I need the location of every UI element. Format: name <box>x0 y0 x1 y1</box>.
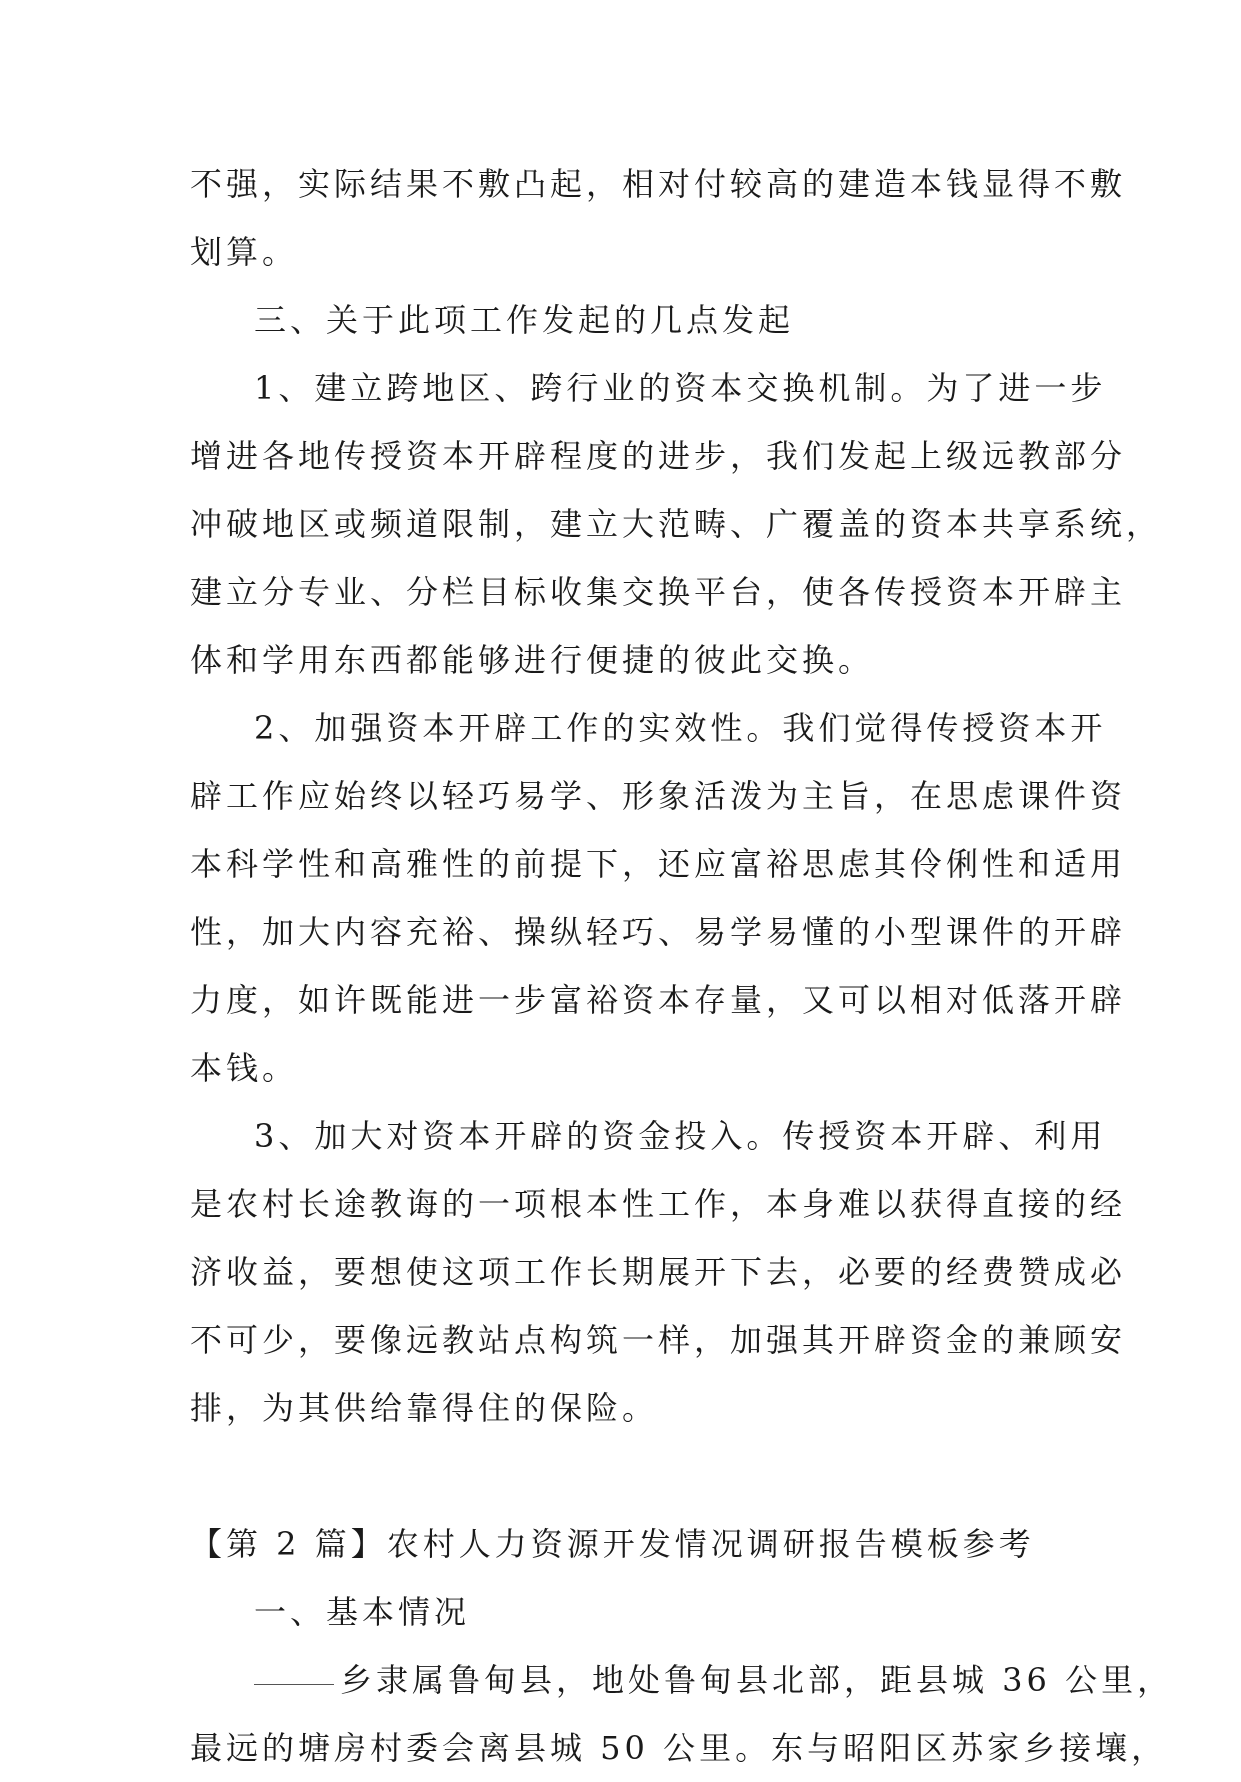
list-item-line: 辟工作应始终以轻巧易学、形象活泼为主旨，在思虑课件资 <box>190 777 1127 815</box>
list-item-line: 济收益，要想使这项工作长期展开下去，必要的经费赞成必 <box>190 1253 1127 1291</box>
list-item-line: 不可少，要像远教站点构筑一样，加强其开辟资金的兼顾安 <box>190 1321 1127 1359</box>
paragraph-text: 乡隶属鲁甸县，地处鲁甸县北部，距县城 36 公里， <box>340 1661 1174 1699</box>
fill-in-blank <box>254 1684 334 1685</box>
list-item-line: 性，加大内容充裕、操纵轻巧、易学易懂的小型课件的开辟 <box>190 913 1127 951</box>
list-item-line: 3、加大对资本开辟的资金投入。传授资本开辟、利用 <box>254 1117 1107 1155</box>
section-heading: 一、基本情况 <box>254 1593 471 1631</box>
list-item-line: 体和学用东西都能够进行便捷的彼此交换。 <box>190 641 875 679</box>
list-item-line: 本钱。 <box>190 1049 299 1087</box>
list-item-line: 排，为其供给靠得住的保险。 <box>190 1389 659 1427</box>
list-item-line: 是农村长途教诲的一项根本性工作，本身难以获得直接的经 <box>190 1185 1127 1223</box>
list-item-line: 2、加强资本开辟工作的实效性。我们觉得传授资本开 <box>254 709 1107 747</box>
list-item-line: 增进各地传授资本开辟程度的进步，我们发起上级远教部分 <box>190 437 1127 475</box>
document-page <box>190 150 1174 1782</box>
list-item-line: 力度，如许既能进一步富裕资本存量，又可以相对低落开辟 <box>190 981 1127 1019</box>
section-spacer <box>190 1442 1050 1510</box>
paragraph-line <box>190 1646 1174 1714</box>
article-title: 【第 2 篇】农村人力资源开发情况调研报告模板参考 <box>190 1525 1035 1563</box>
list-item-line: 1、建立跨地区、跨行业的资本交换机制。为了进一步 <box>254 369 1107 407</box>
paragraph-line: 不强，实际结果不敷凸起，相对付较高的建造本钱显得不敷 <box>190 165 1127 203</box>
list-item-line: 冲破地区或频道限制，建立大范畴、广覆盖的资本共享系统， <box>190 505 1163 543</box>
paragraph-line: 划算。 <box>190 233 299 271</box>
list-item-line: 本科学性和高雅性的前提下，还应富裕思虑其伶俐性和适用 <box>190 845 1127 883</box>
section-heading: 三、关于此项工作发起的几点发起 <box>254 301 795 339</box>
list-item-line: 建立分专业、分栏目标收集交换平台，使各传授资本开辟主 <box>190 573 1127 611</box>
paragraph-line: 最远的塘房村委会离县城 50 公里。东与昭阳区苏家乡接壤， <box>190 1729 1168 1767</box>
